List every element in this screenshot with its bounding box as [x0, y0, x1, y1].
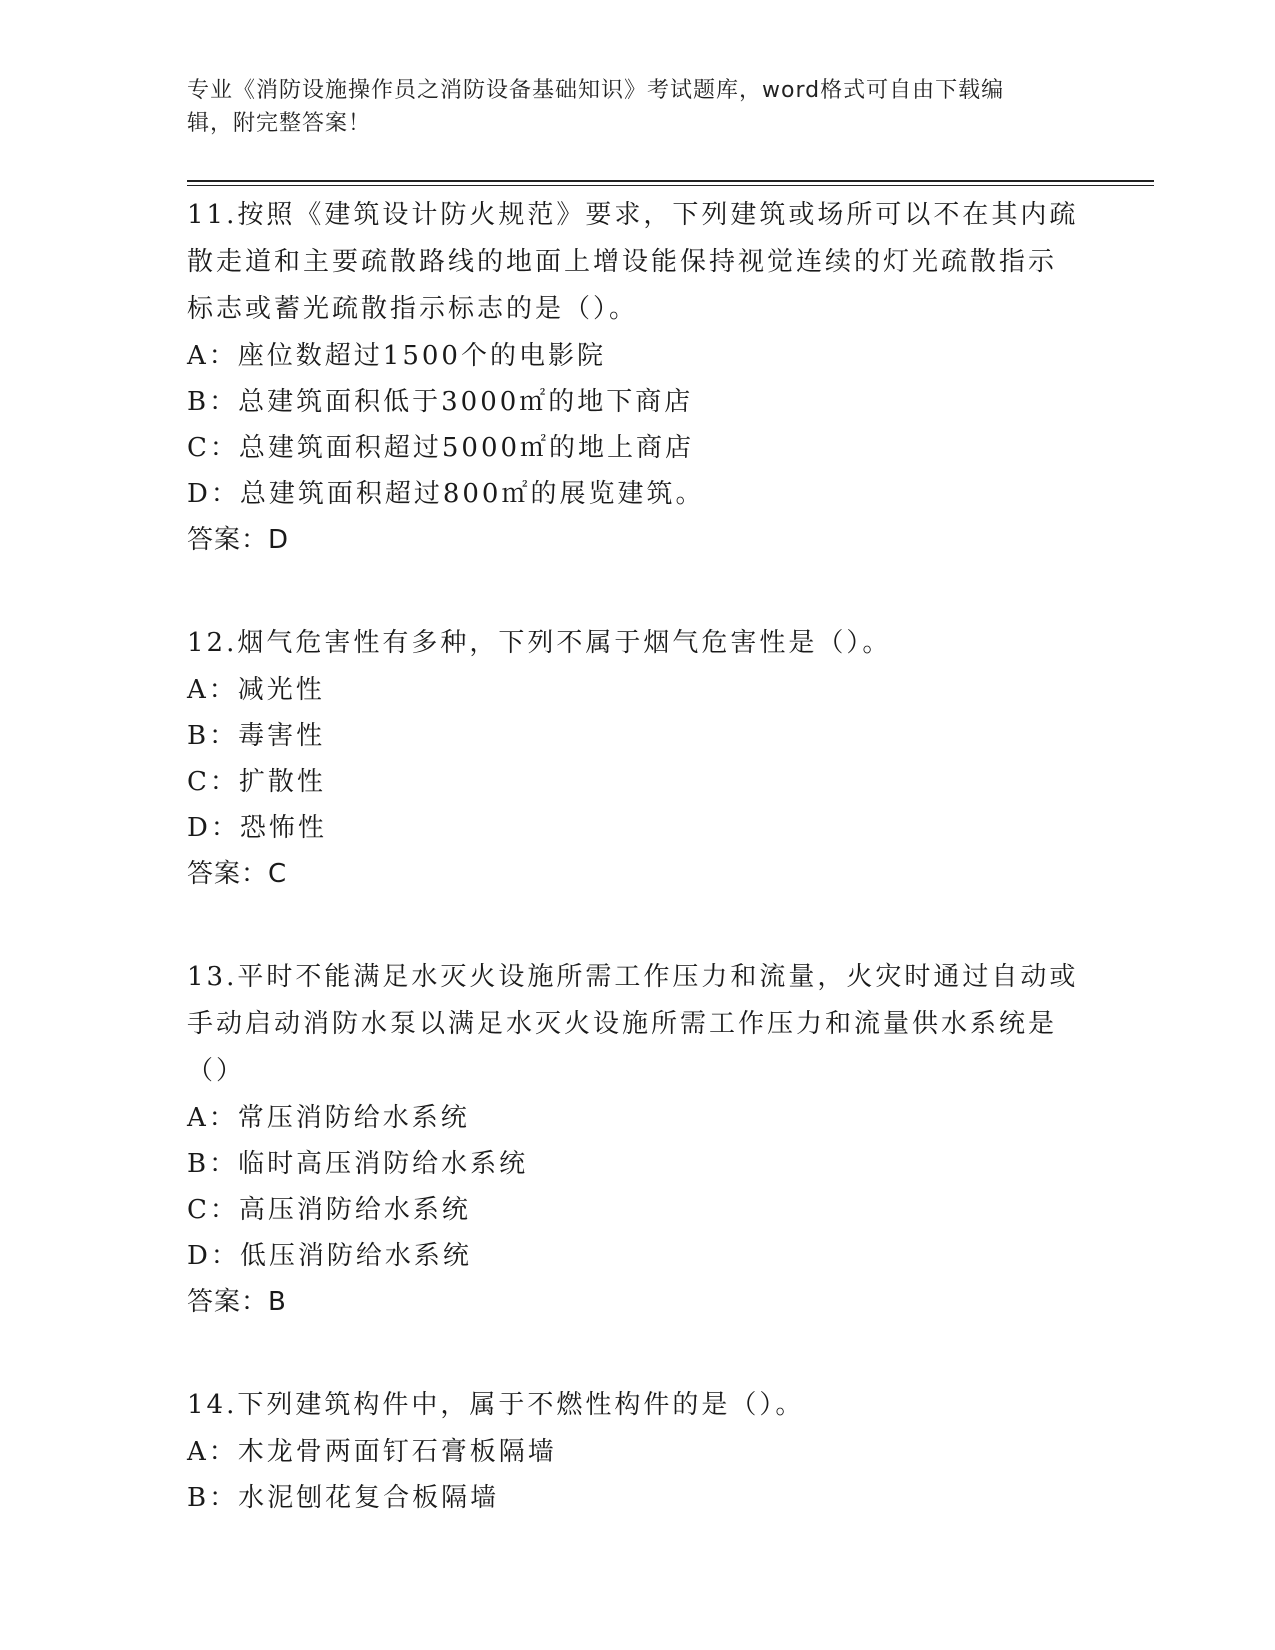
- question-stem: [187, 620, 1087, 667]
- option-b: B：临时高压消防给水系统: [187, 1149, 529, 1179]
- answer-line: 答案：D: [187, 525, 290, 555]
- option-a: A：常压消防给水系统: [187, 1103, 470, 1133]
- option-d: D：低压消防给水系统: [187, 1241, 472, 1271]
- question-12: [187, 620, 1087, 897]
- header-divider-thin: [187, 185, 1154, 186]
- option-c: C：高压消防给水系统: [187, 1195, 471, 1225]
- stem-line: 散走道和主要疏散路线的地面上增设能保持视觉连续的灯光疏散指示: [187, 247, 1058, 277]
- option-d: D：恐怖性: [187, 813, 327, 843]
- header-line-2: 辑，附完整答案！: [187, 111, 372, 136]
- answer-line: 答案：C: [187, 859, 288, 889]
- stem-line: （）: [187, 1056, 246, 1086]
- question-11: [187, 192, 1087, 563]
- option-c: C：扩散性: [187, 767, 326, 797]
- stem-line: 标志或蓄光疏散指示标志的是（）。: [187, 294, 639, 324]
- question-stem: [187, 192, 1087, 333]
- header-line-1: 专业《消防设施操作员之消防设备基础知识》考试题库，word格式可自由下载编: [187, 78, 1005, 103]
- stem-line: 14.下列建筑构件中，属于不燃性构件的是（）。: [187, 1390, 805, 1420]
- answer-line: 答案：B: [187, 1287, 287, 1317]
- option-a: A：座位数超过1500个的电影院: [187, 341, 606, 371]
- stem-line: 手动启动消防水泵以满足水灭火设施所需工作压力和流量供水系统是: [187, 1009, 1058, 1039]
- option-b: B：水泥刨花复合板隔墙: [187, 1483, 500, 1513]
- question-14: [187, 1382, 1087, 1521]
- option-a: A：减光性: [187, 675, 325, 705]
- stem-line: 13.平时不能满足水灭火设施所需工作压力和流量，火灾时通过自动或: [187, 962, 1079, 992]
- header-divider-thick: [187, 180, 1154, 182]
- question-stem: [187, 954, 1087, 1095]
- document-header: [187, 74, 1077, 140]
- option-b: B：总建筑面积低于3000㎡的地下商店: [187, 387, 694, 417]
- stem-line: 11.按照《建筑设计防火规范》要求，下列建筑或场所可以不在其内疏: [187, 200, 1079, 230]
- question-stem: [187, 1382, 1087, 1429]
- option-c: C：总建筑面积超过5000㎡的地上商店: [187, 433, 695, 463]
- question-13: [187, 954, 1087, 1325]
- option-d: D：总建筑面积超过800㎡的展览建筑。: [187, 479, 705, 509]
- option-b: B：毒害性: [187, 721, 326, 751]
- question-list: [187, 192, 1087, 1578]
- stem-line: 12.烟气危害性有多种，下列不属于烟气危害性是（）。: [187, 628, 892, 658]
- option-a: A：木龙骨两面钉石膏板隔墙: [187, 1437, 557, 1467]
